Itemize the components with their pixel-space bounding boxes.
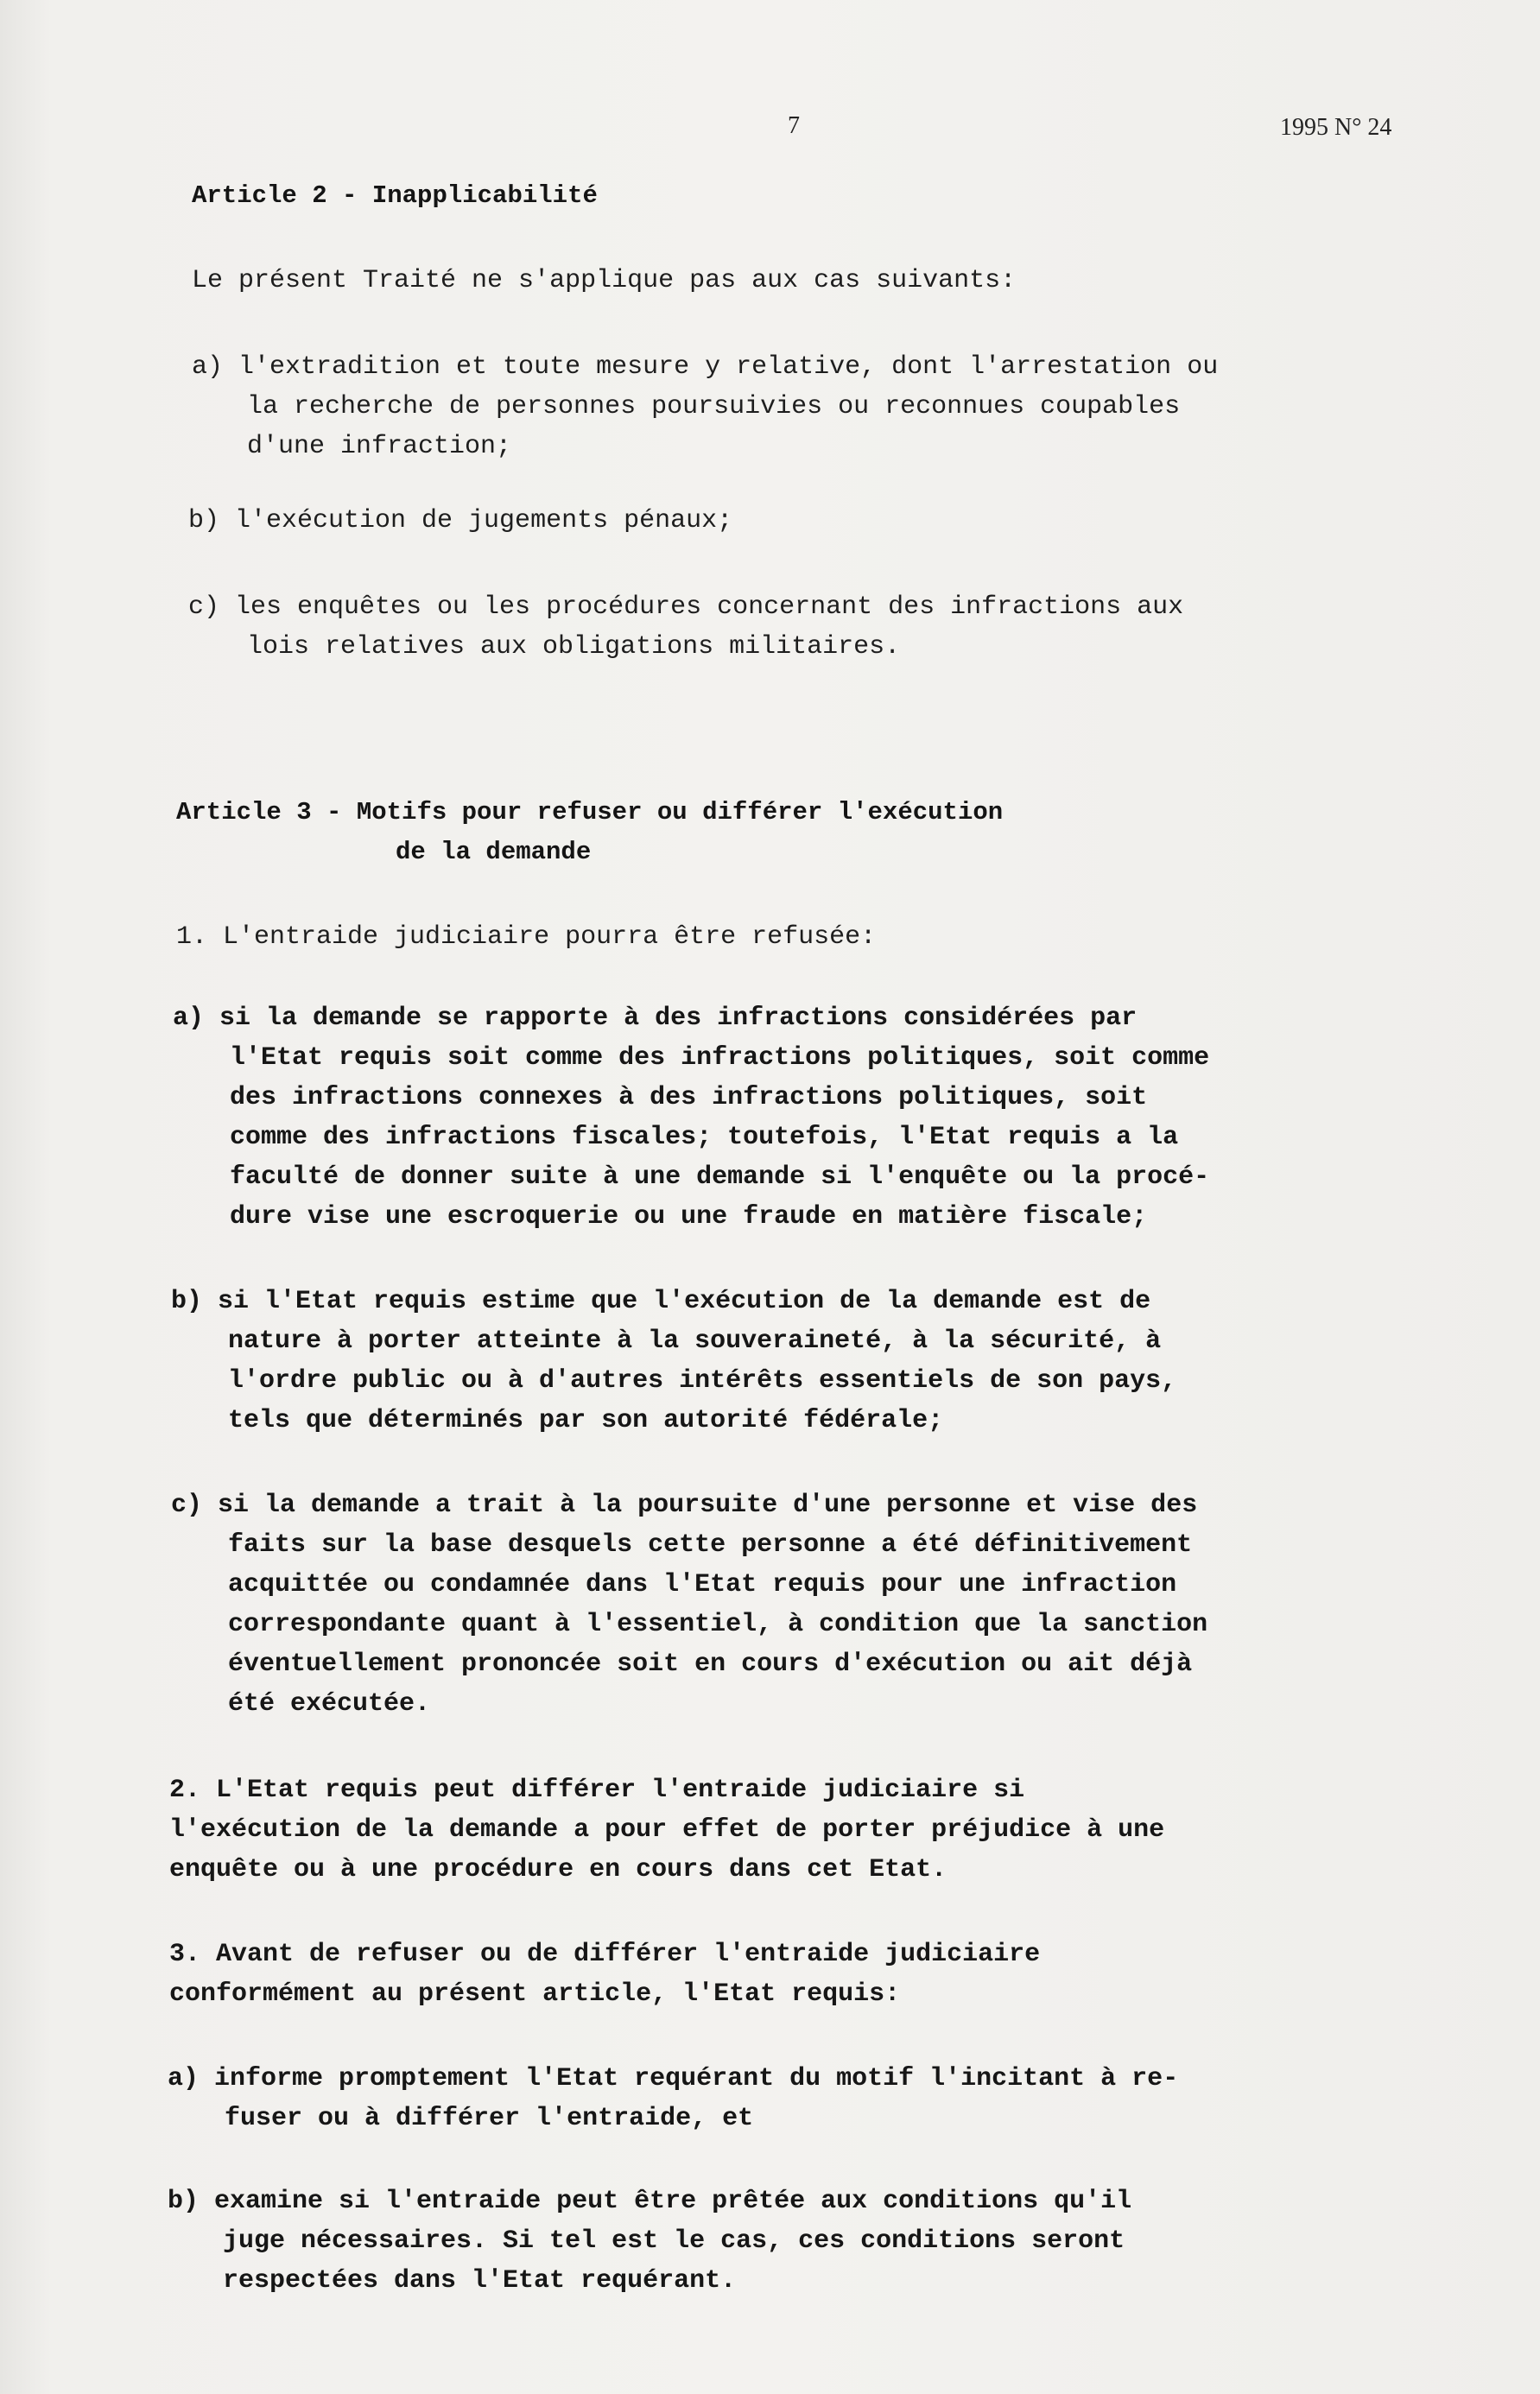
article-3-item-c-line: faits sur la base desquels cette personne a été définitivement [228,1530,1193,1560]
article-3-item-c-line: c) si la demande a trait à la poursuite d'une personne et vise des [171,1491,1198,1520]
article-3-para-3-item-a-line: fuser ou à différer l'entraide, et [225,2104,754,2133]
article-3-item-b-line: tels que déterminés par son autorité fédérale; [228,1406,944,1435]
article-3-item-a-line: dure vise une escroquerie ou une fraude en matière fiscale; [230,1202,1148,1232]
article-3-item-a-line: faculté de donner suite à une demande si l'enquête ou la procé- [230,1162,1210,1192]
article-3-para-2-line: 2. L'Etat requis peut différer l'entraide judiciaire si [169,1776,1025,1805]
article-3-item-a-line: a) si la demande se rapporte à des infractions considérées par [173,1004,1138,1033]
article-3-para-2-line: enquête ou à une procédure en cours dans cet Etat. [169,1855,947,1884]
article-3-item-a-line: des infractions connexes à des infractions politiques, soit [230,1083,1148,1112]
article-3-title-line2: de la demande [396,838,592,866]
article-3-para-3-item-b-line: b) examine si l'entraide peut être prêtée aux conditions qu'il [168,2187,1132,2216]
article-3-para-3-item-b-line: juge nécessaires. Si tel est le cas, ces conditions seront [223,2226,1125,2256]
article-2-item-a-line: la recherche de personnes poursuivies ou reconnues coupables [247,392,1181,421]
article-3-item-a-line: comme des infractions fiscales; toutefois, l'Etat requis a la [230,1123,1179,1152]
article-2-intro: Le présent Traité ne s'applique pas aux cas suivants: [192,266,1017,295]
article-3-title-line1: Article 3 - Motifs pour refuser ou différer l'exécution [176,798,1004,826]
article-2-item-a-line: d'une infraction; [247,432,512,461]
article-2-item-c-line: c) les enquêtes ou les procédures concernant des infractions aux [188,592,1184,622]
article-2-item-a-line: a) l'extradition et toute mesure y relative, dont l'arrestation ou [192,352,1219,382]
article-3-item-b-line: l'ordre public ou à d'autres intérêts essentiels de son pays, [228,1366,1177,1396]
article-3-para-3-line: conformément au présent article, l'Etat requis: [169,1979,901,2009]
article-3-item-c-line: été exécutée. [228,1689,431,1719]
article-3-item-c-line: éventuellement prononcée soit en cours d'exécution ou ait déjà [228,1650,1193,1679]
article-3-para-1: 1. L'entraide judiciaire pourra être refusée: [176,922,877,952]
article-3-item-c-line: correspondante quant à l'essentiel, à condition que la sanction [228,1610,1208,1639]
article-3-para-2-line: l'exécution de la demande a pour effet de porter préjudice à une [169,1815,1165,1845]
article-3-item-c-line: acquittée ou condamnée dans l'Etat requis pour une infraction [228,1570,1177,1599]
issue-number: 1995 N° 24 [1280,114,1392,141]
article-3-para-3-item-b-line: respectées dans l'Etat requérant. [223,2266,737,2296]
article-3-item-b-line: nature à porter atteinte à la souveraineté, à la sécurité, à [228,1327,1162,1356]
article-2-item-c-line: lois relatives aux obligations militaires. [247,632,901,662]
article-3-item-a-line: l'Etat requis soit comme des infractions politiques, soit comme [230,1043,1210,1073]
article-3-para-3-line: 3. Avant de refuser ou de différer l'entraide judiciaire [169,1940,1041,1969]
article-2-title: Article 2 - Inapplicabilité [192,181,598,210]
article-3-item-b-line: b) si l'Etat requis estime que l'exécution de la demande est de [171,1287,1151,1316]
article-3-para-3-item-a-line: a) informe promptement l'Etat requérant du motif l'incitant à re- [168,2064,1179,2093]
article-2-item-b-line: b) l'exécution de jugements pénaux; [188,506,733,535]
page-number: 7 [788,112,800,139]
